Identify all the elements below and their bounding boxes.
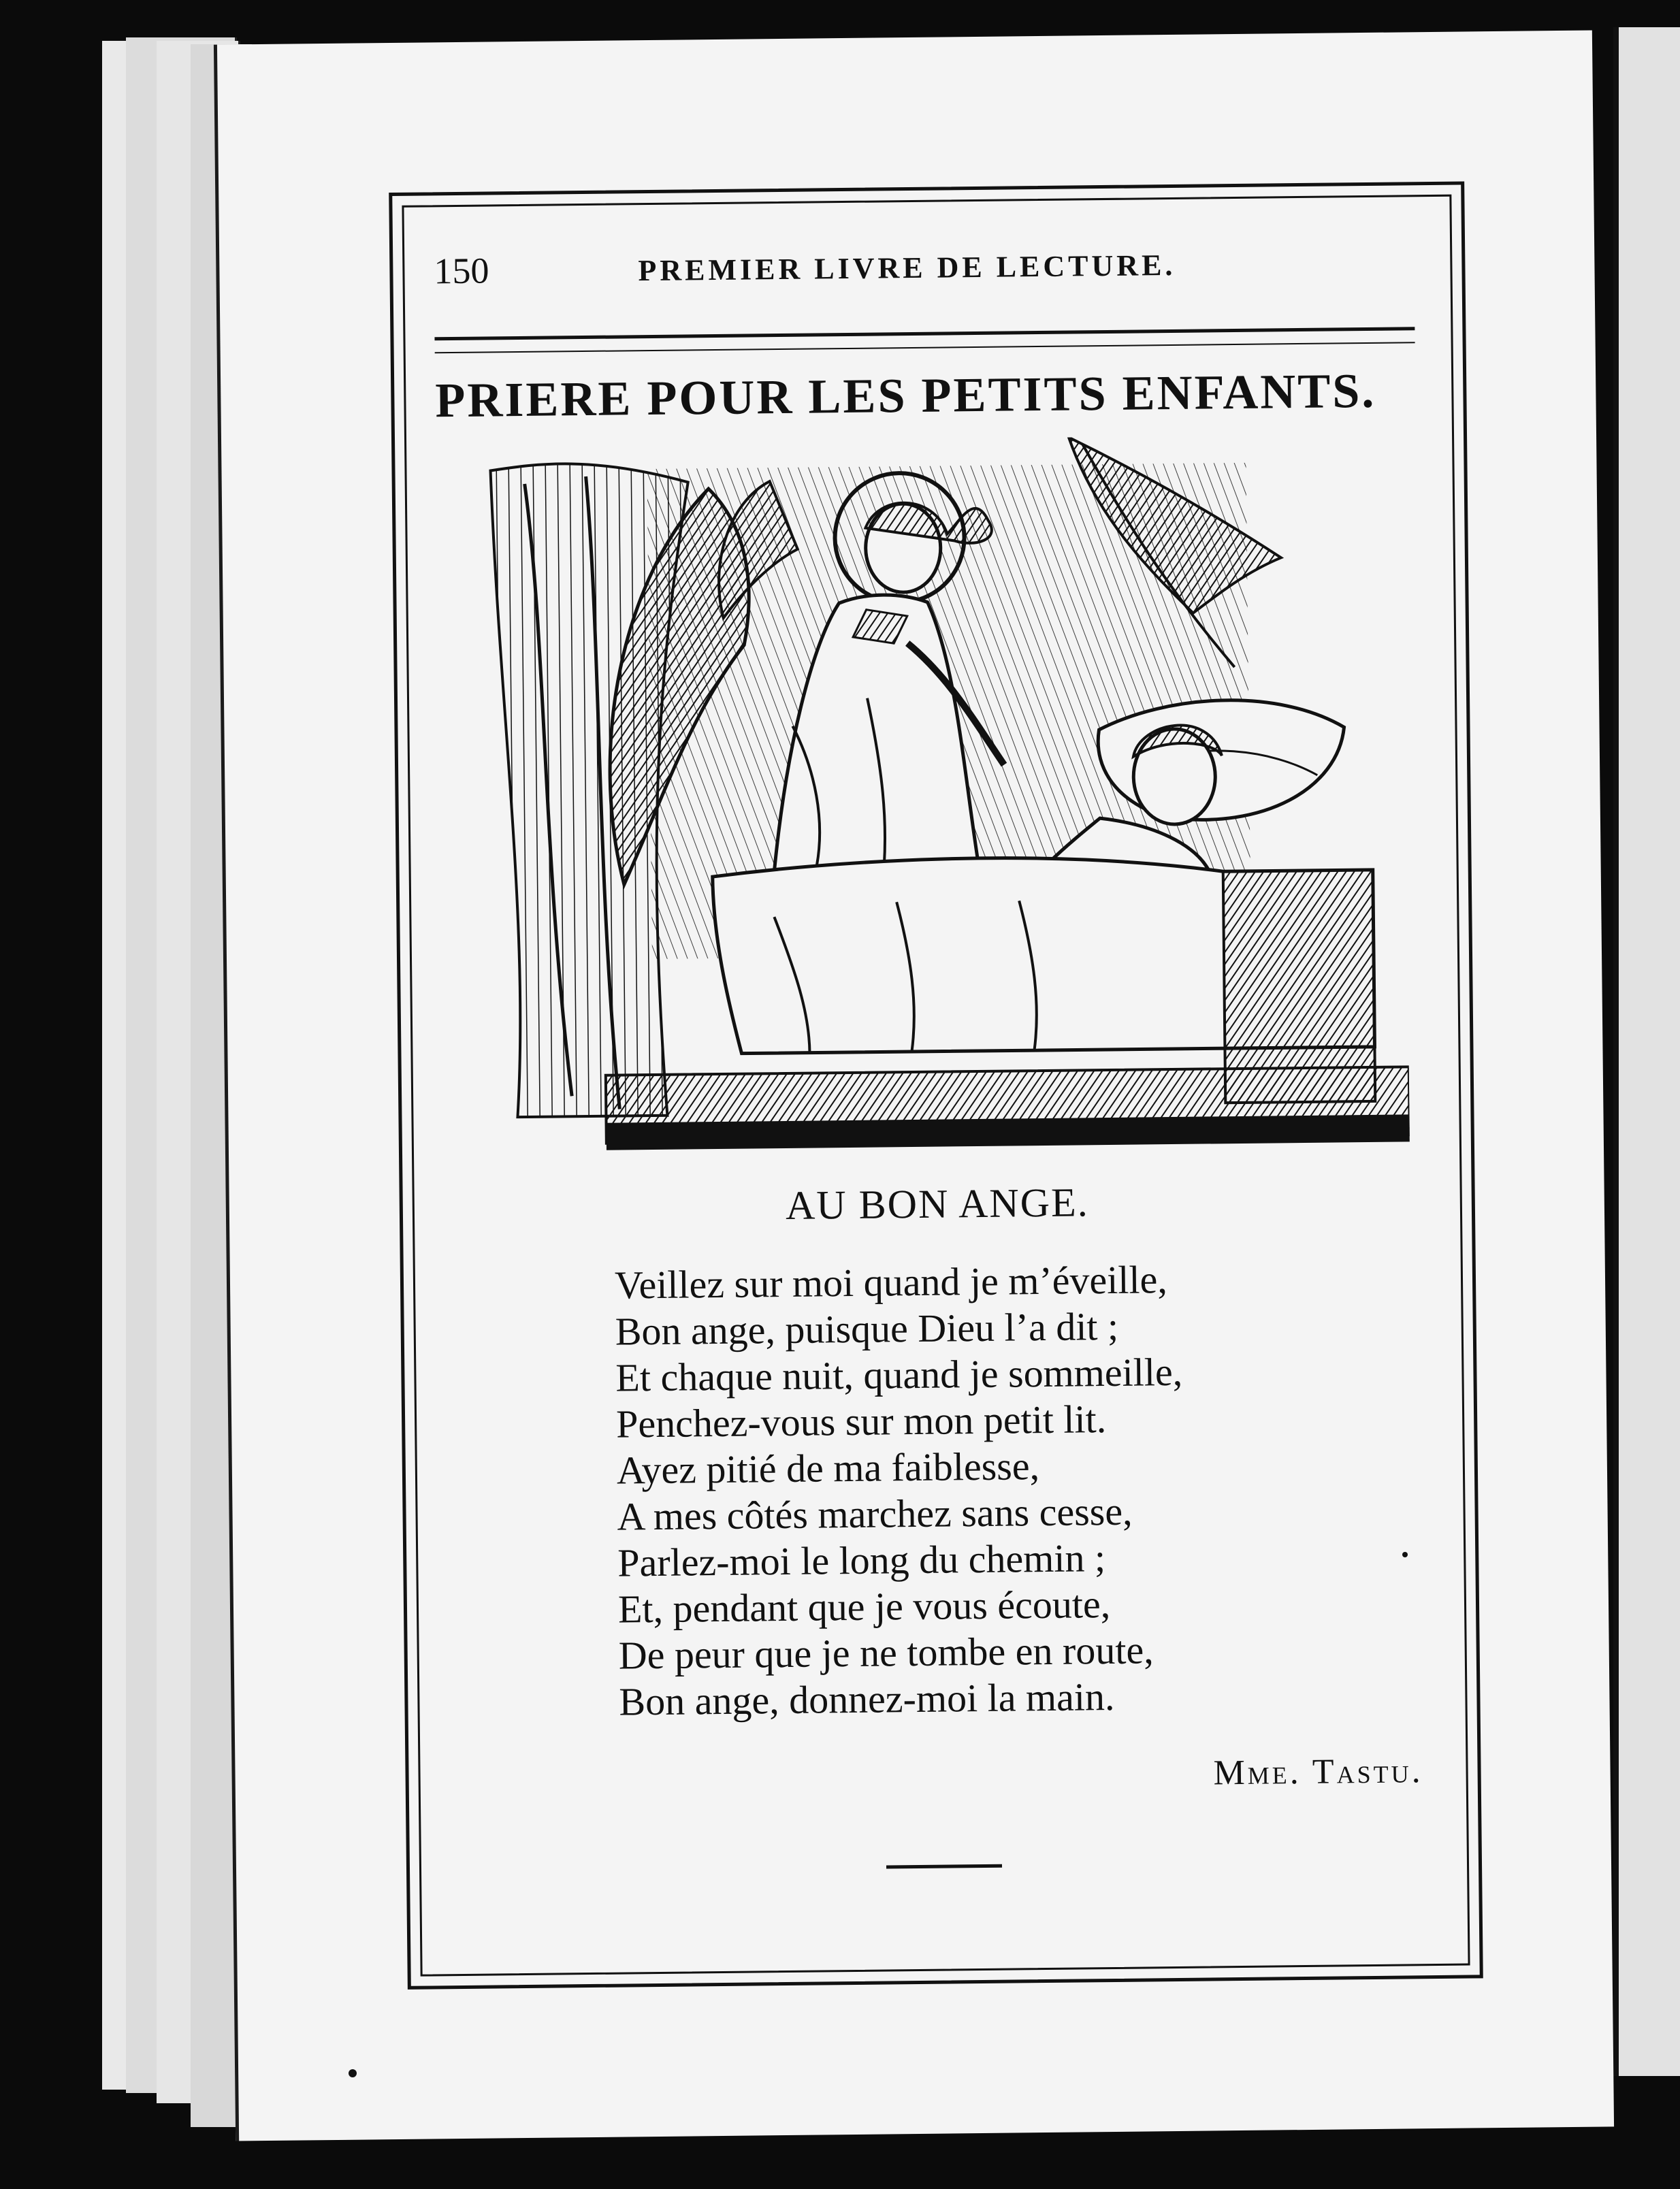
poem-title: AU BON ANGE.	[785, 1180, 1089, 1228]
stray-dot	[349, 2069, 357, 2077]
angel-child-illustration	[483, 434, 1410, 1171]
section-title: PRIERE POUR LES PETITS ENFANTS.	[435, 363, 1376, 428]
poem-author: Mme. Tastu.	[1213, 1751, 1423, 1793]
adjacent-page-edge	[1613, 27, 1680, 2076]
page-number: 150	[434, 250, 489, 292]
poem-line: Et, pendant que je vous écoute,	[617, 1582, 1111, 1632]
poem	[615, 1254, 1436, 1725]
poem-line: Parlez-moi le long du chemin ;	[617, 1536, 1106, 1585]
running-head	[434, 240, 1415, 304]
poem-line: Veillez sur moi quand je m’éveille,	[614, 1257, 1168, 1308]
poem-line: Bon ange, donnez-moi la main.	[619, 1674, 1115, 1724]
stray-dot	[1402, 1552, 1408, 1557]
poem-line: Bon ange, puisque Dieu l’a dit ;	[615, 1303, 1119, 1354]
book-page	[214, 30, 1614, 2141]
poem-line: De peur que je ne tombe en route,	[618, 1627, 1154, 1678]
poem-line: A mes côtés marchez sans cesse,	[617, 1489, 1133, 1539]
page-frame	[389, 181, 1483, 1989]
poem-line: Penchez-vous sur mon petit lit.	[615, 1397, 1107, 1446]
poem-line: Ayez pitié de ma faiblesse,	[616, 1444, 1040, 1493]
running-title: PREMIER LIVRE DE LECTURE.	[638, 248, 1176, 288]
poem-line: Et chaque nuit, quand je sommeille,	[615, 1349, 1183, 1400]
